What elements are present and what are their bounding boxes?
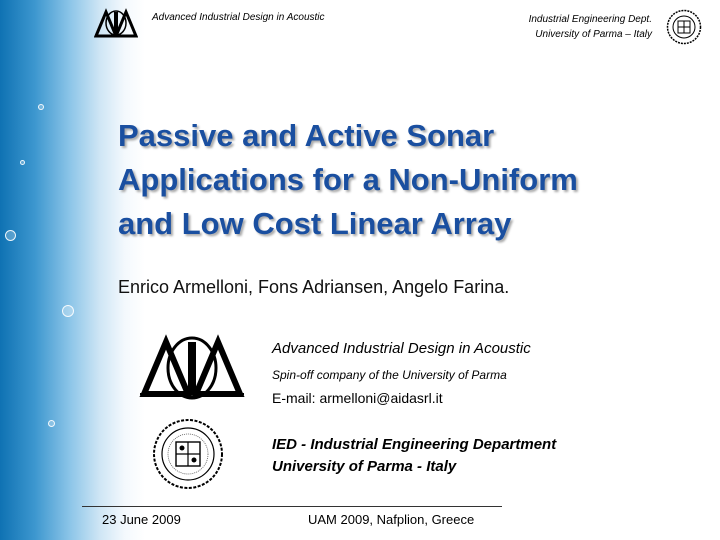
aida-subtitle: Spin-off company of the University of Parma	[272, 368, 507, 382]
bubble-decoration	[20, 160, 25, 165]
title-line: Passive and Active Sonar	[118, 118, 495, 153]
contact-email: E-mail: armelloni@aidasrl.it	[272, 390, 443, 406]
ied-name: IED - Industrial Engineering Department	[272, 436, 557, 453]
ied-department	[272, 434, 556, 478]
bubble-decoration	[5, 230, 16, 241]
aida-logo-icon	[136, 332, 248, 402]
university-seal-icon	[152, 418, 224, 490]
header-org-name: Advanced Industrial Design in Acoustic	[152, 12, 325, 23]
bubble-decoration	[62, 305, 74, 317]
footer-date: 23 June 2009	[102, 512, 181, 527]
header-dept: Industrial Engineering Dept.	[528, 14, 652, 25]
header-university	[529, 12, 652, 42]
aida-logo-icon	[94, 8, 138, 38]
title-line: and Low Cost Linear Array	[118, 206, 512, 241]
university-seal-icon	[666, 9, 702, 45]
footer-conference: UAM 2009, Nafplion, Greece	[308, 512, 475, 527]
footer-divider	[82, 506, 502, 507]
header-university-line: University of Parma – Italy	[535, 29, 652, 40]
aida-company-name: Advanced Industrial Design in Acoustic	[272, 340, 531, 357]
title-line: Applications for a Non-Uniform	[118, 162, 578, 197]
authors: Enrico Armelloni, Fons Adriansen, Angelo Farina.	[118, 277, 510, 297]
bubble-decoration	[38, 104, 44, 110]
slide-title	[118, 114, 718, 246]
bubble-decoration	[48, 420, 55, 427]
ied-university: University of Parma - Italy	[272, 458, 457, 475]
